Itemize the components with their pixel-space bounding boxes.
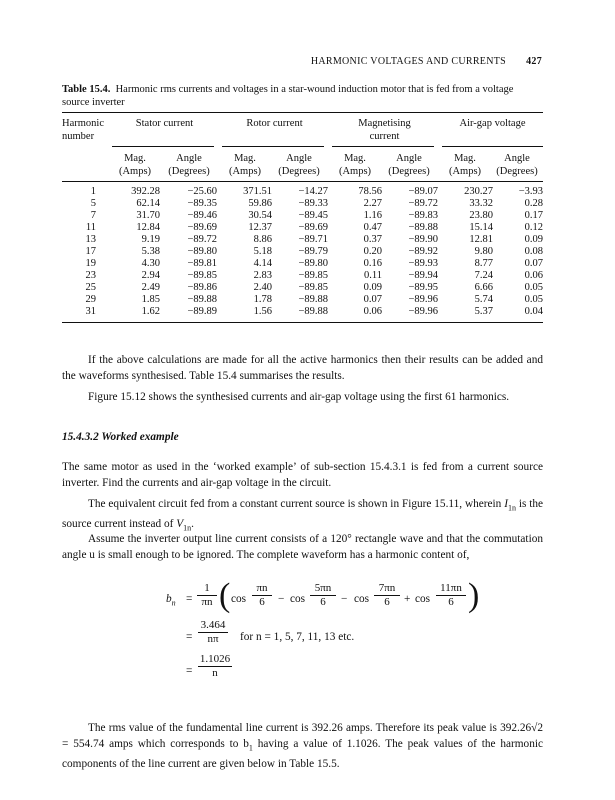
- col-magnetising-angle-unit: (Degrees): [388, 166, 430, 177]
- table-cell: 1.56: [253, 306, 272, 317]
- eq-equals-1: =: [186, 593, 193, 605]
- table-row: [62, 198, 543, 210]
- table-cell: −89.93: [408, 258, 438, 269]
- magnetising-group-rule: [332, 146, 434, 147]
- table-cell: −89.79: [298, 246, 328, 257]
- table-cell: −89.85: [298, 282, 328, 293]
- table-cell: 0.07: [524, 258, 543, 269]
- table-cell: 0.28: [524, 198, 543, 209]
- col-stator-mag-unit: (Amps): [118, 166, 152, 177]
- col-rotor-mag: Mag.: [234, 153, 256, 164]
- table-cell: 9.19: [141, 234, 160, 245]
- col-magnetising-mag-unit: (Amps): [338, 166, 372, 177]
- table-cell: 0.09: [524, 234, 543, 245]
- table-cell: 1: [90, 186, 96, 197]
- p4-text-b: is the source current instead of: [62, 498, 544, 531]
- col-rotor-angle: Angle: [286, 153, 312, 164]
- eq-frac-1-over-pi-n: $\frac{1}{\pi n}$: [197, 582, 217, 609]
- eq-cos-2: cos: [290, 593, 306, 605]
- table-cell: 5.38: [141, 246, 160, 257]
- eq-term-3: $\frac{7\pi n}{6}$: [374, 582, 400, 609]
- table-cell: 25: [85, 282, 96, 293]
- table-cell: −89.94: [408, 270, 438, 281]
- table-cell: −89.88: [187, 294, 217, 305]
- p4-var-i: I: [504, 498, 508, 510]
- table-row: [62, 306, 543, 318]
- table-cell: 8.86: [253, 234, 272, 245]
- table-cell: 0.07: [363, 294, 382, 305]
- col-magnetising-mag: Mag.: [344, 153, 366, 164]
- table-row: [62, 282, 543, 294]
- table-cell: 7: [90, 210, 96, 221]
- table-cell: 0.05: [524, 282, 543, 293]
- table-cell: −89.35: [187, 198, 217, 209]
- eq-cos-1: cos: [231, 593, 247, 605]
- table-row: [62, 186, 543, 198]
- header-air-gap-voltage: Air-gap voltage: [459, 118, 526, 129]
- table-cell: −89.95: [408, 282, 438, 293]
- table-cell: −89.72: [408, 198, 438, 209]
- col-rotor-angle-unit: (Degrees): [278, 166, 320, 177]
- table-cell: 31.70: [136, 210, 160, 221]
- table-cell: 1.78: [253, 294, 272, 305]
- table-cell: 33.32: [469, 198, 493, 209]
- col-airgap-angle-unit: (Degrees): [496, 166, 538, 177]
- p4-sub-v: 1n: [183, 523, 192, 533]
- eq-minus-1: −: [278, 593, 285, 605]
- table-cell: 0.09: [363, 282, 382, 293]
- table-cell: −89.71: [298, 234, 328, 245]
- table-cell: 0.11: [364, 270, 382, 281]
- col-airgap-mag-unit: (Amps): [448, 166, 482, 177]
- table-cell: 12.81: [469, 234, 493, 245]
- col-rotor-mag-unit: (Amps): [228, 166, 262, 177]
- header-magnetising-line2: current: [369, 131, 400, 142]
- table-cell: 29: [85, 294, 96, 305]
- table-cell: 0.04: [524, 306, 543, 317]
- table-row: [62, 294, 543, 306]
- header-stator-current: Stator current: [135, 118, 194, 129]
- eq-equals-3: =: [186, 665, 193, 677]
- col-stator-angle-unit: (Degrees): [168, 166, 210, 177]
- header-rotor-current: Rotor current: [246, 118, 303, 129]
- table-cell: 2.27: [363, 198, 382, 209]
- table-cell: −14.27: [298, 186, 328, 197]
- paragraph-rms-value: [62, 720, 543, 772]
- table-cell: 12.37: [248, 222, 272, 233]
- harmonic-table: [62, 186, 543, 318]
- rotor-group-rule: [222, 146, 324, 147]
- table-cell: −89.69: [298, 222, 328, 233]
- table-cell: 0.06: [524, 270, 543, 281]
- table-cell: 0.06: [363, 306, 382, 317]
- table-cell: 2.94: [141, 270, 160, 281]
- eq-plus: +: [404, 593, 411, 605]
- table-cell: 1.62: [141, 306, 160, 317]
- paragraph-results: If the above calculations are made for all the active harmonics then their results can be added and the waveforms synthesised. Table 15.4 summarises the results.: [62, 354, 543, 382]
- table-cell: 30.54: [248, 210, 272, 221]
- running-head: [62, 56, 542, 70]
- p4-text-a: The equivalent circuit fed from a constant current source is shown in Figure 15.11, wherein: [88, 498, 502, 510]
- table-cell: 0.05: [524, 294, 543, 305]
- header-magnetising: Magnetising: [358, 118, 411, 129]
- table-cell: 371.51: [243, 186, 272, 197]
- eq-term-2: $\frac{5\pi n}{6}$: [310, 582, 336, 609]
- table-cell: 2.40: [253, 282, 272, 293]
- table-cell: 9.80: [474, 246, 493, 257]
- table-row: [62, 258, 543, 270]
- col-airgap-angle: Angle: [504, 153, 530, 164]
- table-cell: −89.69: [187, 222, 217, 233]
- table-cell: −3.93: [518, 186, 543, 197]
- table-cell: 23: [85, 270, 96, 281]
- table-cell: −89.46: [187, 210, 217, 221]
- table-cell: −89.88: [298, 306, 328, 317]
- section-heading: 15.4.3.2 Worked example: [62, 431, 179, 443]
- running-head-title: HARMONIC VOLTAGES AND CURRENTS: [310, 56, 506, 67]
- paragraph-equivalent-circuit: The equivalent circuit fed from a constant current source is shown in Figure 15.11, wherein $I_{1n}$ is the source current instead of $V_{1n}$.: [62, 498, 544, 533]
- table-cell: −89.90: [408, 234, 438, 245]
- table-cell: 7.24: [474, 270, 493, 281]
- table-cell: 0.12: [524, 222, 543, 233]
- header-harmonic: Harmonic: [62, 118, 104, 129]
- col-airgap-mag: Mag.: [454, 153, 476, 164]
- table-cell: −89.89: [187, 306, 217, 317]
- paragraph-worked-example: The same motor as used in the ‘worked example’ of sub-section 15.4.3.1 is fed from a current source inverter. Find the currents and air-gap voltage in the circuit.: [62, 461, 543, 489]
- table-cell: 0.47: [363, 222, 382, 233]
- table-cell: −89.92: [408, 246, 438, 257]
- table-caption: [62, 83, 542, 109]
- table-cell: 13: [85, 234, 96, 245]
- eq-condition: for n = 1, 5, 7, 11, 13 etc.: [240, 631, 355, 643]
- table-row: [62, 210, 543, 222]
- eq-term-4: $\frac{11\pi n}{6}$: [436, 582, 466, 609]
- eq-close-paren: ): [468, 577, 480, 614]
- page-number: 427: [526, 56, 542, 67]
- table-cell: −89.96: [408, 294, 438, 305]
- table-caption-label: Table 15.4.: [62, 84, 111, 95]
- table-cell: 5.18: [253, 246, 272, 257]
- table-cell: 2.49: [141, 282, 160, 293]
- eq-open-paren: (: [219, 577, 231, 614]
- table-cell: 19: [85, 258, 96, 269]
- table-header-rule: [62, 181, 543, 182]
- table-cell: −89.07: [408, 186, 438, 197]
- table-cell: 31: [85, 306, 96, 317]
- table-cell: 392.28: [131, 186, 160, 197]
- table-bottom-rule: [62, 322, 543, 323]
- table-cell: 11: [85, 222, 96, 233]
- table-row: [62, 222, 543, 234]
- table-cell: 5.37: [474, 306, 493, 317]
- p6-sub: 1: [248, 743, 253, 753]
- eq-minus-2: −: [341, 593, 348, 605]
- table-cell: 2.83: [253, 270, 272, 281]
- table-cell: −89.72: [187, 234, 217, 245]
- paragraph-waveform: Assume the inverter output line current consists of a 120° rectangle wave and that the commutation angle u is small enough to be ignored. The complete waveform has a harmonic content of,: [62, 533, 543, 561]
- table-cell: −25.60: [187, 186, 217, 197]
- col-magnetising-angle: Angle: [396, 153, 422, 164]
- eq-cos-4: cos: [415, 593, 431, 605]
- table-cell: 6.66: [474, 282, 493, 293]
- table-cell: 17: [85, 246, 96, 257]
- p6-text-b: 392.26√2 = 554.74 amps which corresponds to b: [62, 722, 543, 750]
- table-cell: −89.96: [408, 306, 438, 317]
- table-cell: 0.17: [524, 210, 543, 221]
- table-cell: 62.14: [136, 198, 160, 209]
- table-cell: 1.85: [141, 294, 160, 305]
- table-cell: 0.20: [363, 246, 382, 257]
- table-cell: 0.08: [524, 246, 543, 257]
- table-row: [62, 246, 543, 258]
- table-cell: −89.88: [298, 294, 328, 305]
- table-cell: −89.85: [187, 270, 217, 281]
- eq-frac-11026: $\frac{1.1026}{n}$: [199, 653, 231, 679]
- table-cell: 59.86: [248, 198, 272, 209]
- table-cell: −89.81: [187, 258, 217, 269]
- table-row: [62, 234, 543, 246]
- p6-text-a: The rms value of the fundamental line current is 392.26 amps. Therefore its peak value is: [88, 722, 497, 734]
- table-top-rule: [62, 112, 543, 113]
- table-cell: −89.80: [187, 246, 217, 257]
- eq-term-1: $\frac{\pi n}{6}$: [252, 582, 272, 609]
- table-cell: 1.16: [363, 210, 382, 221]
- table-cell: −89.33: [298, 198, 328, 209]
- p4-var-v: V: [176, 518, 184, 531]
- paragraph-figure-ref: Figure 15.12 shows the synthesised currents and air-gap voltage using the first 61 harmonics.: [88, 391, 510, 403]
- stator-group-rule: [112, 146, 214, 147]
- eq-equals-2: =: [186, 631, 193, 643]
- table-cell: 0.37: [363, 234, 382, 245]
- airgap-group-rule: [442, 146, 543, 147]
- p6-text-c: having a value of 1.1026. The peak values of the harmonic components of the line current are given below in Table 15.5.: [62, 738, 544, 771]
- header-number: number: [62, 131, 95, 142]
- table-cell: 15.14: [469, 222, 493, 233]
- table-cell: 5: [90, 198, 96, 209]
- table-cell: −89.83: [408, 210, 438, 221]
- table-cell: 0.16: [363, 258, 382, 269]
- table-cell: −89.80: [298, 258, 328, 269]
- p4-sub-i: 1n: [507, 503, 516, 513]
- table-cell: 4.30: [141, 258, 160, 269]
- table-cell: −89.85: [298, 270, 328, 281]
- table-cell: 4.14: [253, 258, 272, 269]
- table-caption-text: Harmonic rms currents and voltages in a star-wound induction motor that is fed from a voltage source inverter: [62, 84, 514, 108]
- table-cell: −89.45: [298, 210, 328, 221]
- table-cell: 78.56: [358, 186, 382, 197]
- eq-cos-3: cos: [354, 593, 370, 605]
- table-row: [62, 270, 543, 282]
- table-cell: 23.80: [469, 210, 493, 221]
- table-cell: 12.84: [136, 222, 160, 233]
- table-cell: 8.77: [474, 258, 493, 269]
- table-cell: 5.74: [474, 294, 493, 305]
- col-stator-angle: Angle: [176, 153, 202, 164]
- col-stator-mag: Mag.: [124, 153, 146, 164]
- eq-lhs: $b_n$: [166, 593, 176, 608]
- eq-frac-3464: $\frac{3.464}{n\pi}$: [198, 619, 228, 646]
- table-cell: 230.27: [464, 186, 493, 197]
- table-cell: −89.88: [408, 222, 438, 233]
- table-cell: −89.86: [187, 282, 217, 293]
